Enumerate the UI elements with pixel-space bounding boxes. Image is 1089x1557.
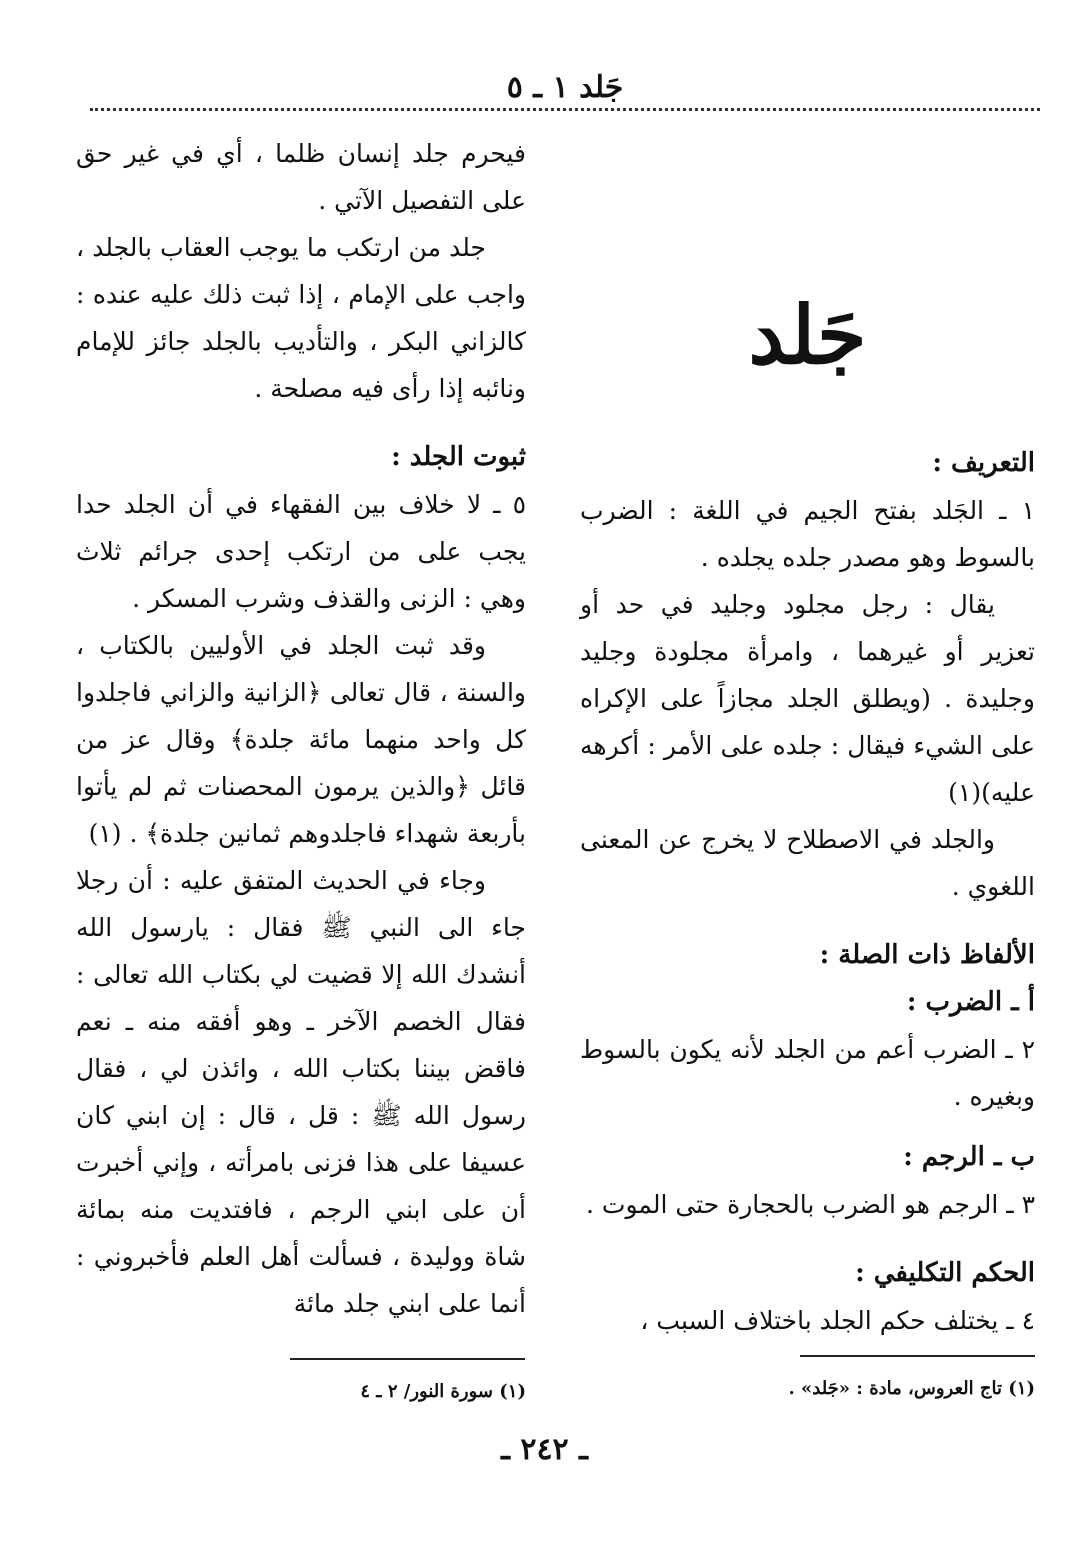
footnote-right: (١) تاج العروس، مادة : «جَلد» . xyxy=(788,1378,1035,1399)
heading-sub-a: أ ـ الضرب : xyxy=(906,987,1035,1017)
heading-ruling: الحكم التكليفي : xyxy=(855,1258,1035,1288)
heading-sub-b: ب ـ الرجم : xyxy=(903,1142,1035,1172)
right-column xyxy=(580,130,1035,1344)
page-number: ـ ٢٤٢ ـ xyxy=(501,1432,588,1467)
heading-related-terms: الألفاظ ذات الصلة : xyxy=(819,940,1035,970)
heading-proof: ثبوت الجلد : xyxy=(391,442,526,472)
heading-definition: التعريف : xyxy=(932,448,1035,478)
paragraph: فيحرم جلد إنسان ظلما ، أي في غير حق على التفصيل الآتي . xyxy=(76,139,526,215)
paragraph: ١ ـ الجَلد بفتح الجيم في اللغة : الضرب بالسوط وهو مصدر جلده يجلده . xyxy=(580,496,1035,572)
paragraph: ٣ ـ الرجم هو الضرب بالحجارة حتى الموت . xyxy=(586,1190,1035,1219)
paragraph: ٢ ـ الضرب أعم من الجلد لأنه يكون بالسوط وبغيره . xyxy=(580,1035,1035,1111)
paragraph: وجاء في الحديث المتفق عليه : أن رجلا جاء الى النبي ﷺ فقال : يارسول الله أنشدك الله إلا قضيت لي بكتاب الله تعالى : فقال الخصم الآخر ـ وهو أفقه منه ـ نعم فاقض بيننا بكتاب الله ، وائذن لي ، فقال رسول الله ﷺ : قل ، قال : إن ابني كان عسيفا على هذا فزنى بامرأته ، وإني أخبرت أن على ابني الرجم ، فافتديت منه بمائة شاة ووليدة ، فسألت أهل العلم فأخبروني : أنما على ابني جلد مائة xyxy=(76,866,526,1318)
footnote-rule-left xyxy=(290,1358,525,1360)
header-dotted-rule xyxy=(90,108,1040,111)
paragraph: ٤ ـ يختلف حكم الجلد باختلاف السبب ، xyxy=(640,1306,1035,1335)
entry-title: جَلد xyxy=(748,288,867,382)
footnote-left: (١) سورة النور/ ٢ ـ ٤ xyxy=(360,1381,526,1402)
footnote-rule-right xyxy=(800,1355,1035,1357)
paragraph: جلد من ارتكب ما يوجب العقاب بالجلد ، واجب على الإمام ، إذا ثبت ذلك عليه عنده : كالزاني البكر ، والتأديب بالجلد جائز للإمام ونائبه إذا رأى فيه مصلحة . xyxy=(76,233,526,403)
running-header: جَلد ١ ـ ٥ xyxy=(506,70,624,105)
paragraph: وقد ثبت الجلد في الأوليين بالكتاب ، والسنة ، قال تعالى ﴿الزانية والزاني فاجلدوا كل واحد منهما مائة جلدة﴾ وقال عز من قائل ﴿والذين يرمون المحصنات ثم لم يأتوا بأربعة شهداء فاجلدوهم ثمانين جلدة﴾ . (١) xyxy=(76,631,526,848)
paragraph: ٥ ـ لا خلاف بين الفقهاء في أن الجلد حدا يجب على من ارتكب إحدى جرائم ثلاث وهي : الزنى والقذف وشرب المسكر . xyxy=(76,490,526,613)
paragraph: يقال : رجل مجلود وجليد في حد أو تعزير أو غيرهما ، وامرأة مجلودة وجليد وجليدة . (ويطلق الجلد مجازاً على الإكراه على الشيء فيقال : جلده على الأمر : أكرهه عليه)(١) xyxy=(580,590,1035,807)
paragraph: والجلد في الاصطلاح لا يخرج عن المعنى اللغوي . xyxy=(580,825,1035,901)
left-column xyxy=(76,130,526,1327)
